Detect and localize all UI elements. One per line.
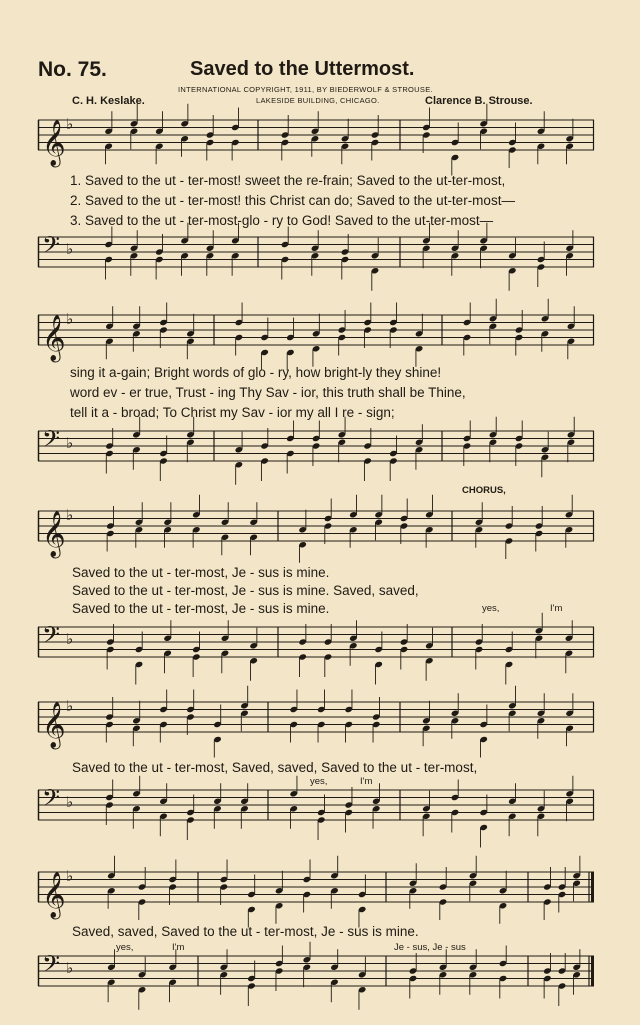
verse-3-line: 3. Saved to the ut - ter-most-glo - ry to God! Saved to the ut-ter-most—: [70, 213, 494, 228]
bass-staff: [38, 690, 594, 850]
echo-yes: yes,: [116, 942, 134, 953]
verse-1-line: sing it a-gain; Bright words of glo - ry, how bright-ly they shine!: [70, 365, 442, 380]
chorus-line: Saved, saved, Saved to the ut - ter-most, Je - sus is mine.: [72, 924, 419, 939]
bass-staff: [38, 860, 594, 1016]
flat-sign-icon: ♭: [66, 240, 74, 258]
bass-clef-icon: 𝄢: [42, 784, 61, 817]
chorus-line-3: Saved to the ut - ter-most, Je - sus is mine.: [72, 601, 330, 616]
publisher-address: LAKESIDE BUILDING, CHICAGO.: [256, 96, 380, 105]
treble-clef-icon: 𝄞: [42, 872, 66, 918]
verse-2-line: word ev - er true, Trust - ing Thy Sav - ior, this truth shall be Thine,: [70, 385, 466, 400]
system-1: [38, 115, 594, 295]
echo-yes: yes,: [482, 603, 500, 614]
system-4: [38, 690, 594, 860]
chorus-label: CHORUS,: [462, 485, 506, 496]
system-5: [38, 860, 594, 1025]
flat-sign-icon: ♭: [66, 434, 74, 452]
treble-clef-icon: 𝄞: [42, 315, 66, 361]
flat-sign-icon: ♭: [66, 630, 74, 648]
bass-staff: [38, 305, 594, 491]
flat-sign-icon: ♭: [66, 697, 74, 715]
treble-clef-icon: 𝄞: [42, 120, 66, 166]
bass-clef-icon: 𝄢: [42, 950, 61, 983]
verse-1-line: 1. Saved to the ut - ter-most! sweet the re-frain; Saved to the ut-ter-most,: [70, 173, 506, 188]
bass-clef-icon: 𝄢: [42, 425, 61, 458]
chorus-line-2: Saved to the ut - ter-most, Je - sus is mine. Saved, saved,: [72, 583, 419, 598]
hymn-title: Saved to the Uttermost.: [190, 58, 415, 80]
flat-sign-icon: ♭: [66, 115, 74, 133]
chorus-line: Saved to the ut - ter-most, Saved, saved, Saved to the ut - ter-most,: [72, 760, 478, 775]
echo-im: I'm: [550, 603, 563, 614]
chorus-line-1: Saved to the ut - ter-most, Je - sus is mine.: [72, 565, 330, 580]
echo-jesus: Je - sus, Je - sus: [394, 942, 466, 953]
bass-staff: [38, 115, 594, 297]
treble-clef-icon: 𝄞: [42, 511, 66, 557]
verse-2-line: 2. Saved to the ut - ter-most! this Christ can do; Saved to the ut-ter-most—: [70, 193, 515, 208]
flat-sign-icon: ♭: [66, 867, 74, 885]
bass-clef-icon: 𝄢: [42, 231, 61, 264]
hymn-number: No. 75.: [38, 58, 107, 81]
echo-yes: yes,: [310, 776, 328, 787]
flat-sign-icon: ♭: [66, 959, 74, 977]
treble-clef-icon: 𝄞: [42, 702, 66, 748]
flat-sign-icon: ♭: [66, 310, 74, 328]
flat-sign-icon: ♭: [66, 506, 74, 524]
bass-staff: [38, 485, 594, 687]
flat-sign-icon: ♭: [66, 793, 74, 811]
verse-3-line: tell it a - broad; To Christ my Sav - ior my all I re - sign;: [70, 405, 395, 420]
echo-im: I'm: [360, 776, 373, 787]
bass-clef-icon: 𝄢: [42, 621, 61, 654]
echo-im: I'm: [172, 942, 185, 953]
system-2: [38, 305, 594, 485]
composer: Clarence B. Strouse.: [425, 95, 533, 107]
copyright-notice: INTERNATIONAL COPYRIGHT, 1911, BY BIEDERWOLF & STROUSE.: [178, 85, 433, 94]
system-3: [38, 485, 594, 675]
lyricist: C. H. Keslake.: [72, 95, 145, 107]
